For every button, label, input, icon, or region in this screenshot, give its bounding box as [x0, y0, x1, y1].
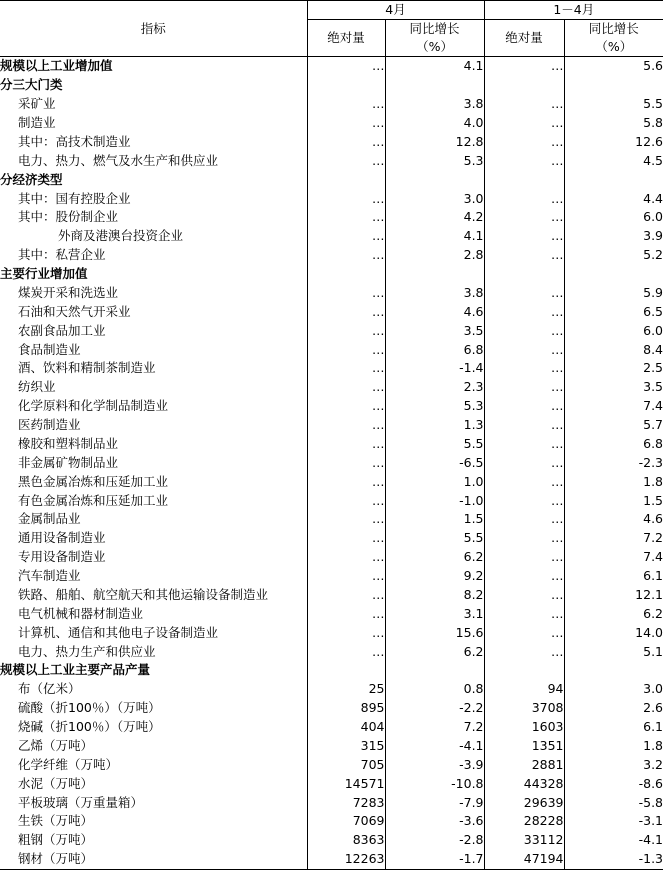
row-indicator-name: 石油和天然气开采业	[0, 302, 307, 321]
table-row	[0, 435, 663, 454]
table-row	[0, 680, 663, 699]
table-row	[0, 548, 663, 567]
table-row	[0, 321, 663, 340]
row-indicator-name: 硫酸（折100％）（万吨）	[0, 699, 307, 718]
month-yoy-cell: -6.5	[385, 453, 484, 472]
month-absolute-cell: …	[372, 605, 385, 621]
month-absolute-cell: …	[372, 341, 385, 357]
month-absolute-cell: …	[372, 152, 385, 168]
month-yoy-cell: 3.1	[385, 604, 484, 623]
ytd-absolute-cell: …	[484, 642, 564, 661]
row-indicator-name: 煤炭开采和洗选业	[0, 284, 307, 303]
table-row	[0, 718, 663, 737]
table-row	[0, 227, 663, 246]
month-yoy-cell: -4.1	[385, 737, 484, 756]
row-indicator-name: 水泥（万吨）	[0, 774, 307, 793]
ytd-absolute-cell: …	[484, 227, 564, 246]
row-indicator-name: 钢材（万吨）	[0, 850, 307, 869]
ytd-yoy-cell	[564, 265, 663, 284]
ytd-yoy-cell: 5.2	[564, 246, 663, 265]
row-indicator-name: 农副食品加工业	[0, 321, 307, 340]
ytd-yoy-cell: 7.2	[564, 529, 663, 548]
ytd-yoy-cell: 3.0	[564, 680, 663, 699]
ytd-yoy-cell: 5.1	[564, 642, 663, 661]
table-row	[0, 737, 663, 756]
row-indicator-name: 主要行业增加值	[0, 265, 307, 284]
month-absolute-cell: …	[372, 643, 385, 659]
table-row	[0, 661, 663, 680]
table-row	[0, 246, 663, 265]
month-yoy-cell: -1.7	[385, 850, 484, 869]
table-row	[0, 491, 663, 510]
month-yoy-cell: 2.3	[385, 378, 484, 397]
month-yoy-cell: -1.0	[385, 491, 484, 510]
ytd-yoy-cell: -2.3	[564, 453, 663, 472]
row-indicator-name: 化学原料和化学制品制造业	[0, 397, 307, 416]
month-yoy-cell: 1.0	[385, 472, 484, 491]
ytd-yoy-cell: 5.7	[564, 416, 663, 435]
ytd-absolute-cell: …	[484, 57, 564, 76]
ytd-absolute-cell: …	[484, 623, 564, 642]
month-yoy-cell	[385, 170, 484, 189]
month-absolute-cell: …	[372, 209, 385, 225]
row-indicator-name: 粗钢（万吨）	[0, 831, 307, 850]
month-yoy-cell: -3.6	[385, 812, 484, 831]
table-row	[0, 472, 663, 491]
month-yoy-cell: 4.2	[385, 208, 484, 227]
ytd-absolute-cell: …	[484, 359, 564, 378]
table-row	[0, 699, 663, 718]
month-absolute-cell: 895	[360, 700, 385, 716]
month-absolute-cell: …	[372, 586, 385, 602]
row-indicator-name: 其中：高技术制造业	[0, 133, 307, 152]
ytd-absolute-cell: 1351	[484, 737, 564, 756]
table-row	[0, 510, 663, 529]
row-indicator-name: 化学纤维（万吨）	[0, 755, 307, 774]
row-indicator-name: 电力、热力生产和供应业	[0, 642, 307, 661]
row-indicator-name: 专用设备制造业	[0, 548, 307, 567]
row-indicator-name: 医药制造业	[0, 416, 307, 435]
month-absolute-cell: …	[372, 284, 385, 300]
table-row	[0, 623, 663, 642]
table-row	[0, 151, 663, 170]
table-row	[0, 850, 663, 869]
month-absolute-cell: …	[372, 96, 385, 112]
ytd-absolute-cell: …	[484, 397, 564, 416]
ytd-yoy-cell: 14.0	[564, 623, 663, 642]
month-absolute-cell: 12263	[307, 850, 385, 869]
table-row	[0, 755, 663, 774]
ytd-absolute-cell: …	[484, 586, 564, 605]
month-absolute-cell: …	[372, 133, 385, 149]
ytd-yoy-cell: 6.1	[564, 718, 663, 737]
ytd-yoy-header	[564, 20, 663, 57]
month-yoy-cell: -7.9	[385, 793, 484, 812]
ytd-yoy-cell: -3.1	[564, 812, 663, 831]
month-absolute-cell: …	[372, 398, 385, 414]
month-yoy-cell: 3.0	[385, 189, 484, 208]
row-indicator-name: 采矿业	[0, 95, 307, 114]
ytd-absolute-cell: 28228	[484, 812, 564, 831]
table-row	[0, 302, 663, 321]
month-absolute-cell	[307, 661, 385, 680]
ytd-absolute-cell: 2881	[484, 755, 564, 774]
ytd-absolute-cell: …	[484, 435, 564, 454]
month-absolute-cell	[307, 265, 385, 284]
month-absolute-cell: …	[372, 228, 385, 244]
month-absolute-cell: 315	[360, 737, 385, 753]
ytd-absolute-cell	[484, 76, 564, 95]
month-absolute-cell: 404	[360, 719, 385, 735]
row-indicator-name: 电气机械和器材制造业	[0, 604, 307, 623]
month-absolute-header: 绝对量	[307, 20, 385, 57]
table-row	[0, 170, 663, 189]
ytd-yoy-cell: 1.8	[564, 472, 663, 491]
month-yoy-cell: 4.1	[385, 57, 484, 76]
ytd-absolute-header: 绝对量	[484, 20, 564, 57]
row-indicator-name: 规模以上工业主要产品产量	[0, 661, 307, 680]
month-yoy-cell: 1.3	[385, 416, 484, 435]
month-absolute-cell: …	[372, 511, 385, 527]
ytd-yoy-cell: 6.8	[564, 435, 663, 454]
month-absolute-cell: 14571	[344, 775, 385, 791]
month-yoy-cell: 4.6	[385, 302, 484, 321]
ytd-absolute-cell: …	[484, 604, 564, 623]
month-yoy-cell: -2.8	[385, 831, 484, 850]
table-row	[0, 793, 663, 812]
row-indicator-name: 规模以上工业增加值	[0, 57, 307, 76]
ytd-absolute-cell	[484, 170, 564, 189]
month-yoy-cell: 3.8	[385, 95, 484, 114]
ytd-yoy-cell: -1.3	[564, 850, 663, 869]
month-yoy-cell	[385, 265, 484, 284]
row-indicator-name: 金属制品业	[0, 510, 307, 529]
month-yoy-cell: -1.4	[385, 359, 484, 378]
table-row	[0, 642, 663, 661]
month-yoy-cell: -2.2	[385, 699, 484, 718]
month-absolute-cell: …	[372, 549, 385, 565]
month-yoy-cell	[385, 76, 484, 95]
month-absolute-cell: …	[372, 322, 385, 338]
row-indicator-name: 制造业	[0, 114, 307, 133]
yoy-unit: （%）	[416, 39, 453, 54]
table-row	[0, 831, 663, 850]
month-absolute-cell: …	[372, 115, 385, 131]
month-yoy-cell: 5.3	[385, 397, 484, 416]
table-row	[0, 265, 663, 284]
month-yoy-cell: 4.0	[385, 114, 484, 133]
ytd-yoy-cell: 4.6	[564, 510, 663, 529]
month-absolute-cell: …	[372, 492, 385, 508]
ytd-absolute-cell: …	[484, 246, 564, 265]
ytd-absolute-cell: …	[484, 302, 564, 321]
month-absolute-cell	[307, 170, 385, 189]
ytd-absolute-cell: …	[484, 208, 564, 227]
ytd-absolute-cell: …	[484, 340, 564, 359]
table-row	[0, 133, 663, 152]
ytd-yoy-cell: 7.4	[564, 397, 663, 416]
row-indicator-name: 其中：股份制企业	[0, 208, 307, 227]
month-absolute-cell: …	[372, 303, 385, 319]
ytd-absolute-cell: …	[484, 472, 564, 491]
row-indicator-name: 汽车制造业	[0, 567, 307, 586]
ytd-yoy-cell: 2.6	[564, 699, 663, 718]
ytd-yoy-cell: 6.2	[564, 604, 663, 623]
ytd-yoy-cell: 5.6	[564, 57, 663, 76]
row-indicator-name: 烧碱（折100％）（万吨）	[0, 718, 307, 737]
table-row	[0, 189, 663, 208]
ytd-absolute-cell: …	[484, 284, 564, 303]
ytd-absolute-cell: …	[484, 378, 564, 397]
table-row	[0, 586, 663, 605]
table-row	[0, 76, 663, 95]
month-absolute-cell: …	[372, 454, 385, 470]
ytd-absolute-cell: …	[484, 133, 564, 152]
ytd-absolute-cell: 29639	[484, 793, 564, 812]
yoy-unit: （%）	[595, 39, 633, 54]
ytd-yoy-cell: 5.8	[564, 114, 663, 133]
table-body	[0, 57, 663, 870]
month-yoy-cell: -10.8	[385, 774, 484, 793]
ytd-absolute-cell: …	[484, 114, 564, 133]
row-indicator-name: 有色金属冶炼和压延加工业	[0, 491, 307, 510]
ytd-absolute-cell: …	[484, 151, 564, 170]
row-indicator-name: 生铁（万吨）	[0, 812, 307, 831]
ytd-absolute-cell: 44328	[484, 774, 564, 793]
month-absolute-cell: …	[372, 417, 385, 433]
month-yoy-cell: 5.3	[385, 151, 484, 170]
indicator-header: 指标	[0, 1, 307, 57]
ytd-yoy-cell: 12.6	[564, 133, 663, 152]
ytd-absolute-cell: …	[484, 321, 564, 340]
month-yoy-cell: 15.6	[385, 623, 484, 642]
ytd-yoy-cell: 12.1	[564, 586, 663, 605]
ytd-yoy-cell: -8.6	[564, 774, 663, 793]
month-absolute-cell: …	[372, 360, 385, 376]
table-row	[0, 378, 663, 397]
ytd-yoy-cell: 3.2	[564, 755, 663, 774]
month-absolute-cell: …	[372, 530, 385, 546]
month-yoy-cell: 3.8	[385, 284, 484, 303]
month-yoy-cell: 2.8	[385, 246, 484, 265]
table-row	[0, 453, 663, 472]
ytd-yoy-cell	[564, 661, 663, 680]
month-yoy-cell: 6.8	[385, 340, 484, 359]
month-absolute-cell: 705	[360, 756, 385, 772]
ytd-absolute-cell: …	[484, 529, 564, 548]
row-indicator-name: 其中：国有控股企业	[0, 189, 307, 208]
ytd-yoy-cell: 1.5	[564, 491, 663, 510]
month-yoy-cell: 9.2	[385, 567, 484, 586]
ytd-yoy-cell: 3.9	[564, 227, 663, 246]
row-indicator-name: 布（亿米）	[0, 680, 307, 699]
table-row	[0, 114, 663, 133]
month-absolute-cell: …	[372, 568, 385, 584]
ytd-yoy-cell: 6.5	[564, 302, 663, 321]
ytd-absolute-cell: 33112	[484, 831, 564, 850]
row-indicator-name: 外商及港澳台投资企业	[0, 227, 307, 246]
row-indicator-name: 非金属矿物制品业	[0, 453, 307, 472]
ytd-yoy-cell: 3.5	[564, 378, 663, 397]
ytd-yoy-cell: -5.8	[564, 793, 663, 812]
ytd-yoy-cell: -4.1	[564, 831, 663, 850]
row-indicator-name: 电力、热力、燃气及水生产和供应业	[0, 151, 307, 170]
row-indicator-name: 橡胶和塑料制品业	[0, 435, 307, 454]
table-row	[0, 416, 663, 435]
ytd-absolute-cell: 1603	[484, 718, 564, 737]
month-yoy-header	[385, 20, 484, 57]
table-row	[0, 284, 663, 303]
month-absolute-cell: …	[372, 190, 385, 206]
yoy-label: 同比增长	[588, 21, 639, 36]
month-absolute-cell: 7069	[352, 813, 385, 829]
month-absolute-cell: 25	[368, 681, 385, 697]
ytd-absolute-cell: …	[484, 189, 564, 208]
ytd-yoy-cell	[564, 76, 663, 95]
month-yoy-cell: 3.5	[385, 321, 484, 340]
month-absolute-cell: 7283	[352, 794, 385, 810]
ytd-absolute-cell	[484, 265, 564, 284]
ytd-yoy-cell	[564, 170, 663, 189]
table-row	[0, 359, 663, 378]
table-row	[0, 57, 663, 76]
ytd-yoy-cell: 7.4	[564, 548, 663, 567]
month-absolute-cell: …	[372, 473, 385, 489]
ytd-absolute-cell: 3708	[484, 699, 564, 718]
row-indicator-name: 食品制造业	[0, 340, 307, 359]
ytd-absolute-cell	[484, 661, 564, 680]
ytd-absolute-cell: …	[484, 491, 564, 510]
row-indicator-name: 其中：私营企业	[0, 246, 307, 265]
month-absolute-cell	[307, 76, 385, 95]
row-indicator-name: 通用设备制造业	[0, 529, 307, 548]
row-indicator-name: 黑色金属冶炼和压延加工业	[0, 472, 307, 491]
ytd-absolute-cell: …	[484, 567, 564, 586]
month-yoy-cell: 5.5	[385, 435, 484, 454]
ytd-absolute-cell: …	[484, 548, 564, 567]
yoy-label: 同比增长	[409, 21, 460, 36]
row-indicator-name: 纺织业	[0, 378, 307, 397]
row-indicator-name: 乙烯（万吨）	[0, 737, 307, 756]
row-indicator-name: 酒、饮料和精制茶制造业	[0, 359, 307, 378]
ytd-absolute-cell: …	[484, 453, 564, 472]
month-yoy-cell: 6.2	[385, 548, 484, 567]
month-absolute-cell: …	[372, 379, 385, 395]
month-yoy-cell: 0.8	[385, 680, 484, 699]
month-yoy-cell: 5.5	[385, 529, 484, 548]
table-row	[0, 397, 663, 416]
ytd-yoy-cell: 5.5	[564, 95, 663, 114]
row-indicator-name: 分经济类型	[0, 170, 307, 189]
month-absolute-cell: …	[372, 624, 385, 640]
month-yoy-cell: 6.2	[385, 642, 484, 661]
ytd-yoy-cell: 8.4	[564, 340, 663, 359]
month-absolute-cell: …	[372, 247, 385, 263]
row-indicator-name: 计算机、通信和其他电子设备制造业	[0, 623, 307, 642]
month-yoy-cell: 7.2	[385, 718, 484, 737]
table-row	[0, 774, 663, 793]
month-yoy-cell: 8.2	[385, 586, 484, 605]
ytd-yoy-cell: 4.5	[564, 151, 663, 170]
row-indicator-name: 分三大门类	[0, 76, 307, 95]
month-absolute-cell: …	[372, 435, 385, 451]
month-yoy-cell: 1.5	[385, 510, 484, 529]
ytd-yoy-cell: 6.0	[564, 321, 663, 340]
ytd-yoy-cell: 6.1	[564, 567, 663, 586]
ytd-yoy-cell: 6.0	[564, 208, 663, 227]
table-row	[0, 567, 663, 586]
month-yoy-cell: 12.8	[385, 133, 484, 152]
ytd-absolute-cell: …	[484, 510, 564, 529]
table-row	[0, 529, 663, 548]
month-absolute-cell: …	[372, 58, 385, 74]
month-yoy-cell	[385, 661, 484, 680]
ytd-absolute-cell: 94	[484, 680, 564, 699]
ytd-yoy-cell: 2.5	[564, 359, 663, 378]
table-row	[0, 604, 663, 623]
ytd-absolute-cell: …	[484, 416, 564, 435]
ytd-yoy-cell: 1.8	[564, 737, 663, 756]
table-row	[0, 208, 663, 227]
table-row	[0, 812, 663, 831]
ytd-absolute-cell: 47194	[484, 850, 564, 869]
month-yoy-cell: -3.9	[385, 755, 484, 774]
ytd-yoy-cell: 5.9	[564, 284, 663, 303]
row-indicator-name: 平板玻璃（万重量箱）	[0, 793, 307, 812]
ytd-yoy-cell: 4.4	[564, 189, 663, 208]
month-yoy-cell: 4.1	[385, 227, 484, 246]
month-absolute-cell: 8363	[352, 832, 385, 848]
table-header	[0, 1, 663, 57]
table-row	[0, 95, 663, 114]
row-indicator-name: 铁路、船舶、航空航天和其他运输设备制造业	[0, 586, 307, 605]
table-row	[0, 340, 663, 359]
ytd-absolute-cell: …	[484, 95, 564, 114]
ytd-group-header: 1－4月	[484, 1, 663, 20]
month-group-header: 4月	[307, 1, 484, 20]
